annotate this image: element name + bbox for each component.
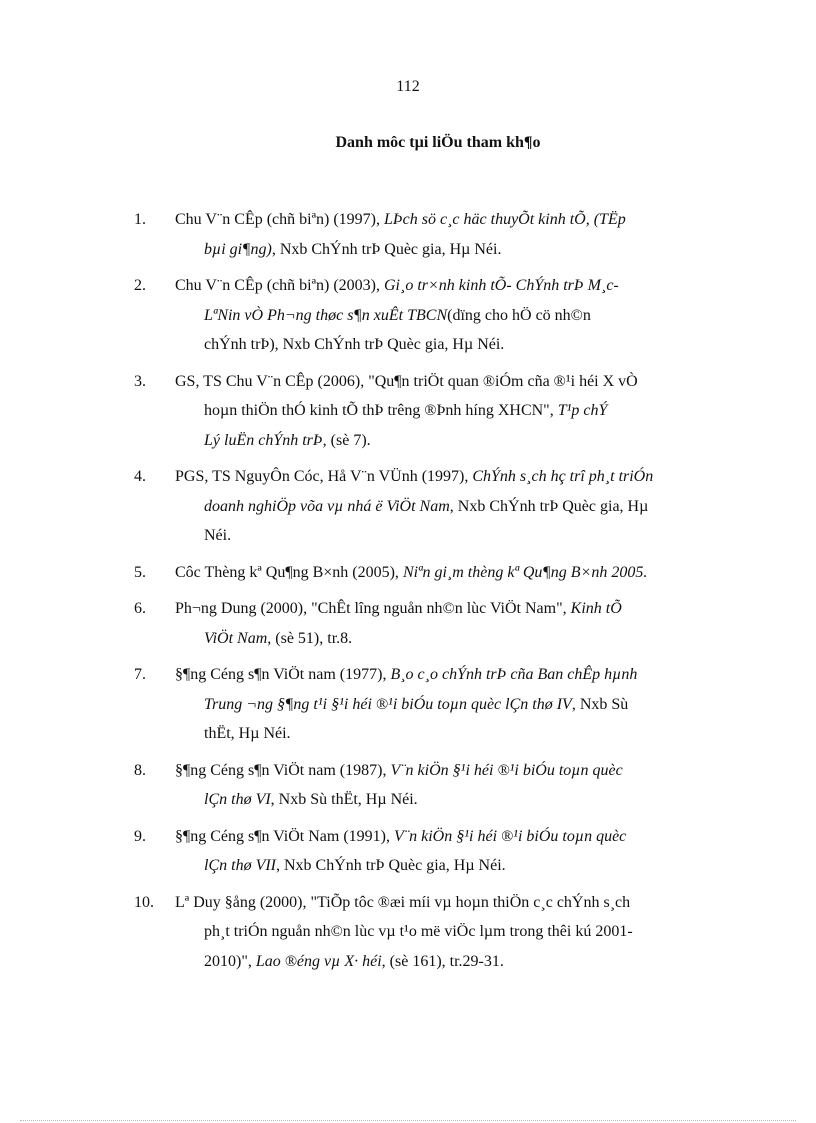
reference-text: Chu V¨n CÊp (chñ biªn) (1997),: [175, 211, 384, 228]
reference-text: §¶ng Céng s¶n ViÖt nam (1987),: [175, 761, 391, 779]
reference-item: [134, 594, 740, 653]
reference-title: lÇn thø VII: [204, 857, 276, 874]
reference-text: Lª Duy §ång (2000), "TiÕp tôc ®æi míi vµ hoµn thiÖn c¸c chÝnh s¸ch: [175, 893, 631, 911]
reference-number: 6.: [134, 600, 146, 617]
reference-text: (sè 7).: [326, 431, 371, 449]
reference-title: Trung ¬ng §¶ng t¹i §¹i héi ®¹i biÓu toµn quèc lÇn thø IV: [204, 695, 572, 713]
reference-text: Néi.: [204, 527, 232, 544]
reference-title: doanh nghiÖp võa vµ nhá ë ViÖt Nam: [204, 497, 450, 515]
reference-title: LªNin vÒ Ph¬ng thøc s¶n xuÊt TBCN: [204, 306, 448, 324]
reference-title: Gi¸o tr×nh kinh tÕ- ChÝnh trÞ M¸c-: [383, 277, 619, 294]
reference-title: bµi gi¶ng): [204, 240, 272, 258]
reference-title: V¨n kiÖn §¹i héi ®¹i biÓu toµn quèc: [390, 761, 623, 779]
reference-number: 8.: [134, 761, 146, 779]
page-bottom-divider: [20, 1120, 796, 1121]
reference-title: lÇn thø VI: [204, 791, 271, 808]
reference-text: §¶ng Céng s¶n ViÖt nam (1977),: [175, 666, 391, 683]
reference-item: [134, 660, 740, 749]
reference-text: §¶ng Céng s¶n ViÖt Nam (1991),: [175, 827, 395, 845]
reference-title: ChÝnh s¸ch hç trî ph¸t triÓn: [472, 468, 654, 485]
reference-title: T¹p chÝ: [557, 402, 608, 419]
reference-number: 10.: [134, 893, 154, 911]
reference-text: , Nxb ChÝnh trÞ Quèc gia, Hµ Néi.: [276, 857, 506, 874]
reference-title: ViÖt Nam: [204, 629, 268, 647]
reference-number: 3.: [134, 372, 146, 390]
reference-item: [134, 558, 740, 588]
reference-text: , (sè 51), tr.8.: [267, 629, 353, 647]
reference-number: 4.: [134, 468, 146, 485]
reference-title: B¸o c¸o chÝnh trÞ cña Ban chÊp hµnh: [390, 666, 638, 683]
reference-list: [134, 205, 740, 983]
reference-title: Lý luËn chÝnh trÞ,: [204, 431, 327, 449]
reference-number: 9.: [134, 827, 146, 845]
reference-text: , Nxb Sù: [571, 695, 629, 713]
reference-text: , Nxb Sù thËt, Hµ Néi.: [270, 791, 418, 808]
reference-text: , (sè 161), tr.29-31.: [381, 952, 504, 970]
reference-title: Kinh tÕ: [570, 600, 622, 617]
reference-text: thËt, Hµ Néi.: [204, 725, 291, 742]
reference-text: Chu V¨n CÊp (chñ biªn) (2003),: [175, 277, 384, 294]
reference-title: Niªn gi¸m thèng kª Qu¶ng B×nh 2005.: [402, 563, 648, 581]
reference-item: [134, 205, 740, 264]
page-number: 112: [396, 78, 420, 95]
reference-item: [134, 888, 740, 977]
page-title: Danh môc tµi liÖu tham kh¶o: [335, 134, 541, 151]
reference-text: Ph¬ng Dung (2000), "ChÊt lîng nguån nh©n lùc ViÖt Nam",: [175, 600, 571, 617]
reference-text: chÝnh trÞ), Nxb ChÝnh trÞ Quèc gia, Hµ Néi.: [204, 336, 505, 353]
reference-text: (dïng cho hÖ cö nh©n: [447, 306, 591, 324]
reference-item: [134, 367, 740, 456]
reference-text: PGS, TS NguyÔn Cóc, Hå V¨n VÜnh (1997),: [175, 468, 473, 485]
reference-item: [134, 756, 740, 815]
reference-text: hoµn thiÖn thÓ kinh tÕ thÞ trêng ®Þnh híng XHCN",: [204, 402, 558, 419]
reference-number: 2.: [134, 277, 146, 294]
reference-text: 2010)",: [204, 952, 256, 970]
reference-text: Côc Thèng kª Qu¶ng B×nh (2005),: [175, 563, 403, 581]
reference-title: V¨n kiÖn §¹i héi ®¹i biÓu toµn quèc: [394, 827, 627, 845]
reference-item: [134, 271, 740, 360]
reference-text: , Nxb ChÝnh trÞ Quèc gia, Hµ: [449, 497, 649, 515]
reference-title: LÞch sö c¸c häc thuyÕt kinh tÕ, (TËp: [383, 211, 626, 228]
reference-text: , Nxb ChÝnh trÞ Quèc gia, Hµ Néi.: [271, 240, 502, 258]
reference-number: 1.: [134, 211, 146, 228]
reference-item: [134, 462, 740, 551]
reference-number: 7.: [134, 666, 146, 683]
reference-text: ph¸t triÓn nguån nh©n lùc vµ t¹o më viÖc lµm trong thêi kú 2001-: [204, 923, 633, 940]
reference-item: [134, 822, 740, 881]
reference-title: Lao ®éng vµ X· héi: [255, 952, 382, 970]
reference-number: 5.: [134, 563, 146, 581]
reference-text: GS, TS Chu V¨n CÊp (2006), "Qu¶n triÖt quan ®iÓm cña ®¹i héi X vÒ: [175, 372, 638, 390]
